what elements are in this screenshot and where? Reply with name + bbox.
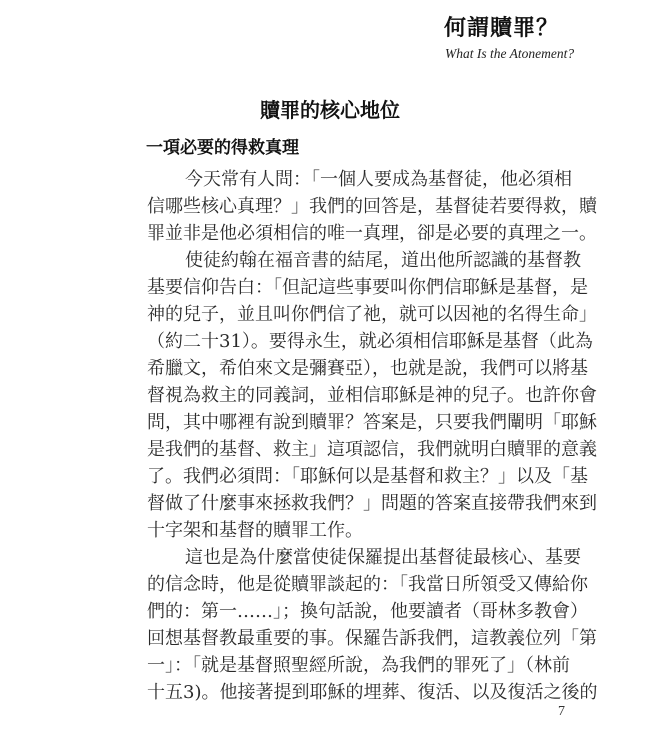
body-text [147, 166, 598, 706]
text-line: 信哪些核心真理？」我們的回答是，基督徒若要得救，贖 [147, 196, 597, 217]
subheading: 一項必要的得救真理 [146, 138, 299, 158]
text-line: （約二十31）。要得永生，就必須相信耶穌是基督（此為 [147, 331, 593, 352]
text-line: 基要信仰告白：「但記這些事要叫你們信耶穌是基督，是 [147, 277, 588, 298]
text-line: 這也是為什麼當使徒保羅提出基督徒最核心、基要 [185, 547, 581, 568]
text-line: 一」：「就是基督照聖經所說，為我們的罪死了」（林前 [147, 655, 570, 676]
text-line: 們的：第一……」；換句話說，他要讀者（哥林多教會） [147, 601, 588, 622]
section-title: 贖罪的核心地位 [260, 98, 400, 122]
text-line: 問，其中哪裡有說到贖罪？答案是，只要我們闡明「耶穌 [147, 412, 597, 433]
text-line: 十字架和基督的贖罪工作。 [147, 520, 363, 541]
text-line: 督視為救主的同義詞，並相信耶穌是神的兒子。也許你會 [147, 385, 597, 406]
running-header-title: 何謂贖罪？ [444, 15, 560, 41]
running-header-subtitle: What Is the Atonement? [445, 46, 575, 61]
text-line: 罪並非是他必須相信的唯一真理，卻是必要的真理之一。 [147, 223, 597, 244]
page-number: 7 [558, 704, 565, 719]
text-line: 了。我們必須問：「耶穌何以是基督和救主？」以及「基 [147, 466, 588, 487]
text-line: 神的兒子，並且叫你們信了祂，就可以因祂的名得生命」 [147, 304, 597, 325]
text-line: 回想基督教最重要的事。保羅告訴我們，這教義位列「第 [147, 628, 597, 649]
text-line: 今天常有人問：「一個人要成為基督徒，他必須相 [185, 169, 572, 190]
text-line: 希臘文，希伯來文是彌賽亞），也就是說，我們可以將基 [147, 358, 588, 379]
text-line: 使徒約翰在福音書的結尾，道出他所認識的基督教 [185, 250, 581, 271]
text-line: 督做了什麼事來拯救我們？」問題的答案直接帶我們來到 [147, 493, 597, 514]
text-line: 十五3)。他接著提到耶穌的埋葬、復活、以及復活之後的 [147, 682, 598, 703]
text-line: 是我們的基督、救主」這項認信，我們就明白贖罪的意義 [147, 439, 597, 460]
text-line: 的信念時，他是從贖罪談起的：「我當日所領受又傳給你 [147, 574, 588, 595]
